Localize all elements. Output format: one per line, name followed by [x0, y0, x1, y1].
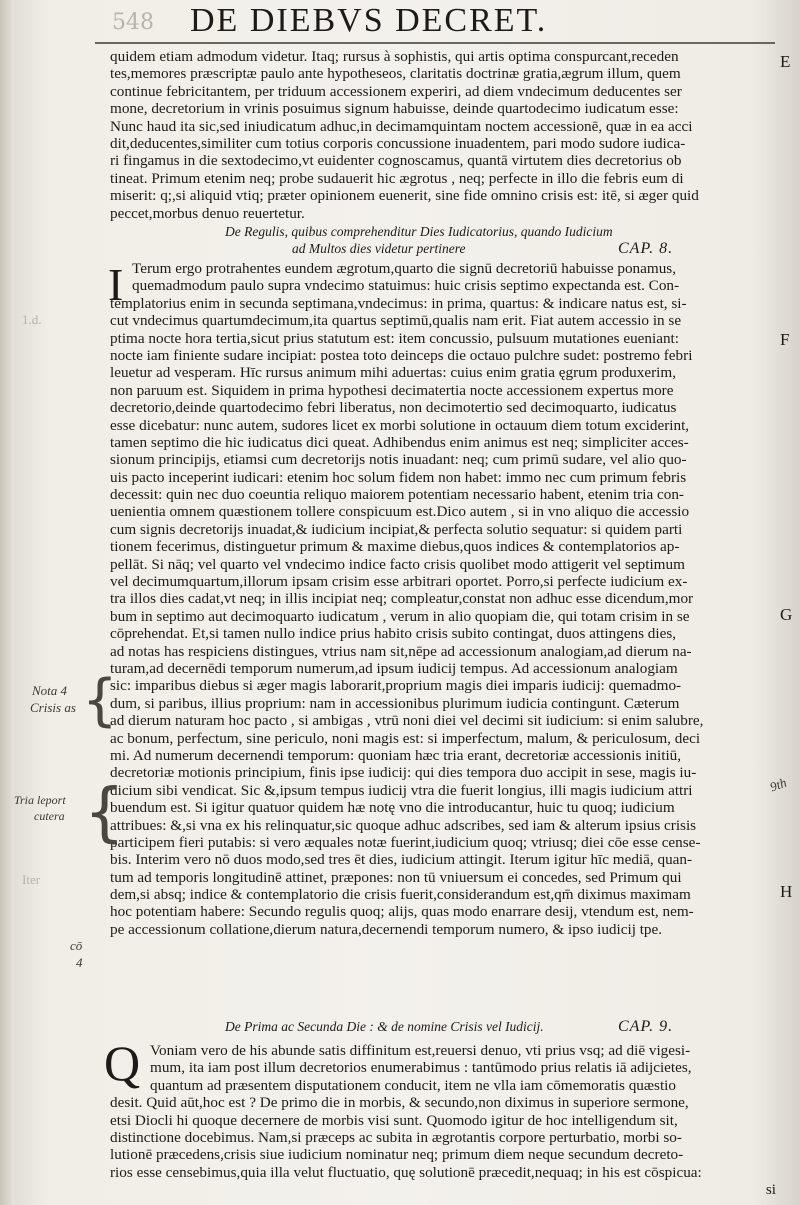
bleed-through-text: 1.d.: [22, 312, 42, 327]
text-line: dicium sibi vendicat. Sic &,ipsum tempus iudicij vtra die fuerit longius, illi magis iudicium attri: [110, 781, 693, 799]
chapter-9-heading: De Prima ac Secunda Die : & de nomine Crisis vel Iudicij.: [225, 1019, 544, 1034]
text-line: nocte iam finiente sudare incipiat: postea toto deinceps die octauo pulchre sudet: postremo febri: [110, 346, 693, 364]
text-line: uis pacto inceperint iudicari: etenim hoc solum fidem non habet: immo nec cum primum febris: [110, 468, 687, 486]
text-line: dem,si absq; indice & contemplatorio die crisis fuerit,considerandum est,qm̄ diximus maximam: [110, 886, 691, 904]
text-line: vel decimumquartum,illorum ipsam crisim esse arbitrari oportet. Porro,si perfecte iudicium ex-: [110, 573, 688, 591]
text-line: continue febricitantem, per triduum accessionem experiri, ad diem vndecimum deducentes ser: [110, 82, 682, 100]
brace-mark: {: [84, 776, 125, 850]
text-line: bum in septimo aut decimoquarto iudicatum , verum in alio quopiam die, qui totam crisim in se: [110, 607, 690, 625]
text-line: sic: imparibus diebus si æger magis laborarit,proprium magis diei imparis iudicij: quemadmo-: [110, 677, 682, 695]
text-line: lutionē præcedens,crisis siue iudicium nominatur neq; primum diem neque secundum decreto-: [110, 1146, 684, 1164]
text-line: ac bonum, perfectum, sine periculo, noni magis est: si imperfectum, malum, & periculosum, deci: [110, 729, 701, 747]
text-line: etsi Diocli hi quoque decernere de morbis visi sunt. Quomodo igitur de hoc intelligendum sit,: [110, 1111, 678, 1129]
text-line: desit. Quid aūt,hoc est ? De primo die in morbis, & secundo,non diximus in superiore sermone,: [110, 1094, 689, 1112]
margin-letter-H: H: [780, 882, 793, 901]
text-line: cum signis decretorijs inuadat,& iudicium incipiat,& perfecta solutio sequatur: si quidem parti: [110, 520, 683, 538]
text-line: dum, si paribus, illius proprium: nam in accessionibus plurimum iudicia contingunt. Cæterum: [110, 694, 680, 712]
chapter-8-heading-cont: ad Multos dies videtur pertinere: [292, 241, 466, 256]
text-line: attribues: &,si vna ex his relinquatur,sic quoque adhuc adscribes, sed iam & alterum ipsius crisis: [110, 816, 697, 834]
text-line: esse dicebatur: nunc autem, sudores licet ex morbi solutione in octauum diem totum exciderint,: [110, 416, 690, 434]
text-line: tineat. Primum etenim neq; probe sudauerit hic ægrotus , neq; perfecte in illo die febris eum di: [110, 169, 684, 187]
text-line: distinctione docebimus. Nam,si præceps ac subita in ægrotantis corpore perturbatio, morbi so-: [110, 1128, 682, 1146]
text-line: ptima nocte hora tertia,sicut prius statutum est: item concussio, pulsuum mutationes eueniant:: [110, 329, 679, 347]
paragraph-1: [110, 48, 776, 222]
drop-cap-Q: Q: [104, 1035, 141, 1091]
handwritten-note: Nota 4: [32, 683, 68, 698]
text-line: buendum est. Si igitur quatuor quidem hæ notę vno die introducantur, huic tu quoq; iudicium: [110, 799, 675, 817]
text-line: turam,ad decernēdi temporum numerum,ad ipsum iudicij tempus. Ad accessionum analogiam: [110, 659, 678, 677]
text-line: participem fieri putabis: si vero æquales notæ fuerint,iudicium quoq; vtriusq; diei cōe esse cense-: [110, 833, 701, 851]
text-line: cōprehendat. Et,si tamen nullo indice prius habito crisis subito contingat, duos attingens dies,: [110, 625, 677, 643]
handwritten-note: Tria leport: [14, 793, 66, 807]
text-line: peccet,morbus denuo reuertetur.: [110, 204, 305, 222]
text-line: miserit: q;,si aliquid vtiq; præter opinionem euenerit, sine fide omnino crisis est: itē, si æger quid: [110, 187, 699, 205]
text-line: rios esse censebimus,quia illa velut fluctuatio, quę solutionē præcedit,nequaq; in his est cōspicua:: [110, 1163, 702, 1181]
text-line: non paruum est. Siquidem in prima hypothesi decimatertia nocte accessionem expertus more: [110, 381, 674, 399]
chapter-9-number: CAP. 9.: [618, 1018, 674, 1035]
margin-letter-G: G: [780, 605, 793, 624]
margin-letter-E: E: [780, 52, 791, 71]
text-line: pellāt. Si nāq; vel quarto vel vndecimo indice facto crisis quolibet modo attigerit vel septimum: [110, 555, 685, 573]
text-line: mi. Ad numerum decernendi temporum: quoniam hæc tria erant, decretoriæ accessionis initiū,: [110, 746, 682, 764]
text-line: ad dierum naturam hoc pacto , si ambigas , vtrū noni diei vel decimi sit iudicium: si enim salubre,: [110, 712, 704, 730]
text-line: tes,memores præscriptæ paulo ante hypotheseos, claritatis doctrinæ gratia,ægrum illum, quem: [110, 65, 681, 83]
text-line: uenientia omnem quæstionem tollere conspicuum est.Dico autem , si in vno aliquo die accessio: [110, 503, 690, 521]
text-line: bis. Interim vero nō duos modo,sed tres ēt dies, iudicium attingit. Iterum igitur hīc mediā, quan-: [110, 851, 693, 869]
margin-letter-F: F: [780, 330, 790, 349]
text-line: quemadmodum paulo supra vndecimo statuimus: huic crisis septimo expectanda est. Con-: [132, 277, 680, 295]
text-line: tum ad temporis longitudinē attinet, præpones: non tū vniuersum ei concedes, sed Primum qui: [110, 868, 682, 886]
text-line: templatorius enim in secunda septimana,vndecimus: in prima, quartus: & indicare natus est, si-: [110, 294, 687, 312]
drop-cap-I: I: [108, 259, 124, 310]
text-line: mum, ita iam post illum decretorios enumerabimus : tantūmodo prius relatis iā adijcietes,: [150, 1059, 692, 1077]
chapter-8-number: CAP. 8.: [618, 240, 674, 257]
running-title: DE DIEBVS DECRET.: [190, 2, 548, 39]
page-edge-shadow: [0, 0, 14, 1205]
text-line: Terum ergo protrahentes eundem ægrotum,quarto die signū decretoriū habuisse ponamus,: [132, 260, 677, 277]
header-rule: [95, 42, 775, 44]
text-line: Voniam vero de his abunde satis diffinitum est,reuersi denuo, vti prius vsq; ad diē vigesi-: [150, 1042, 691, 1059]
handwritten-note: cō: [70, 938, 83, 953]
handwritten-note: 4: [76, 955, 83, 970]
handwritten-note: Crisis as: [30, 700, 76, 715]
text-line: decretorio,deinde quartodecimo febri liberatus, non decimotertio sed decimoquarto, iudicatus: [110, 399, 677, 417]
brace-mark: {: [82, 668, 118, 733]
text-line: quidem etiam admodum videtur. Itaq; rursus à sophistis, qui artis optima conspurcant,receden: [110, 48, 679, 65]
text-line: decessit: quin nec duo coeuntia reliquo maiorem potentiam necessario habent, etenim tria con-: [110, 486, 684, 504]
text-line: Nunc haud ita sic,sed iniudicatum adhuc,in decimamquintam noctem accessionē, quæ in ea acci: [110, 117, 693, 135]
text-line: leuetur ad vesperam. Hīc rursus animum mihi aduertas: cuius enim gratia ęgrum produxerim,: [110, 364, 676, 382]
text-line: hoc potentiam habere: Secundo regulis quoq; alijs, quas modo enarrare desij, vtendum est, nem-: [110, 903, 694, 921]
chapter-9-text: [110, 1042, 776, 1199]
text-line: cut vndecimus quartumdecimum,ita quartus septimū,qualis nam erit. Fiat autem accessio in se: [110, 312, 682, 330]
text-line: ad notas has respiciens distingues, vtrius nam sit,nēpe ad accessionum analogiam,ad dierum na-: [110, 642, 692, 660]
bleed-through-text: Iter: [22, 872, 41, 887]
text-line: mone, decretorium in vrinis posuimus signum habuisse, deinde quartodecimo iudicatum esse:: [110, 100, 679, 118]
handwritten-note: cutera: [34, 809, 65, 823]
chapter-8-text: [110, 260, 776, 938]
text-line: tra illos dies cadat,vt neq; in illis incipiat neq; compleatur,constat non adhuc esse dicendum,mor: [110, 590, 694, 608]
text-line: tionem fecerimus, distinguetur primum & maxime diebus,quos indices & contemplatorios ap-: [110, 538, 680, 556]
page-folio: 548: [112, 10, 154, 35]
text-line: sionum principijs, etiamsi cum decretorijs notis inuadant: neq; cum primū sudare, vel alio quo-: [110, 451, 687, 469]
text-line: dit,deducentes,similiter cum totius corporis concussione inuadentem, pari modo sudore iudica-: [110, 134, 686, 152]
catchword: si: [765, 1181, 776, 1199]
chapter-8-heading: De Regulis, quibus comprehenditur Dies Iudicatorius, quando Iudicium: [225, 224, 613, 239]
text-line: pe accessionum collatione,dierum natura,decernendi temporum numero, & ipso iudicij tpe.: [110, 920, 663, 938]
text-line: decretoriæ motionis principium, finis ipse iudicij: qui dies tempora duo accipit in sese, magis iu-: [110, 764, 697, 782]
text-line: quantum ad præsentem disputationem conducit, item ne vlla iam cōmemoratis quæstio: [150, 1076, 676, 1094]
text-line: ri fingamus in die sextodecimo,vt euidenter cognoscamus, quantā virtutem dies decretorius ob: [110, 152, 682, 170]
text-line: tamen septimo die hic iudicatus dici queat. Adhibendus enim animus est neq; simpliciter acces-: [110, 433, 689, 451]
handwritten-note: 9th: [767, 774, 789, 795]
